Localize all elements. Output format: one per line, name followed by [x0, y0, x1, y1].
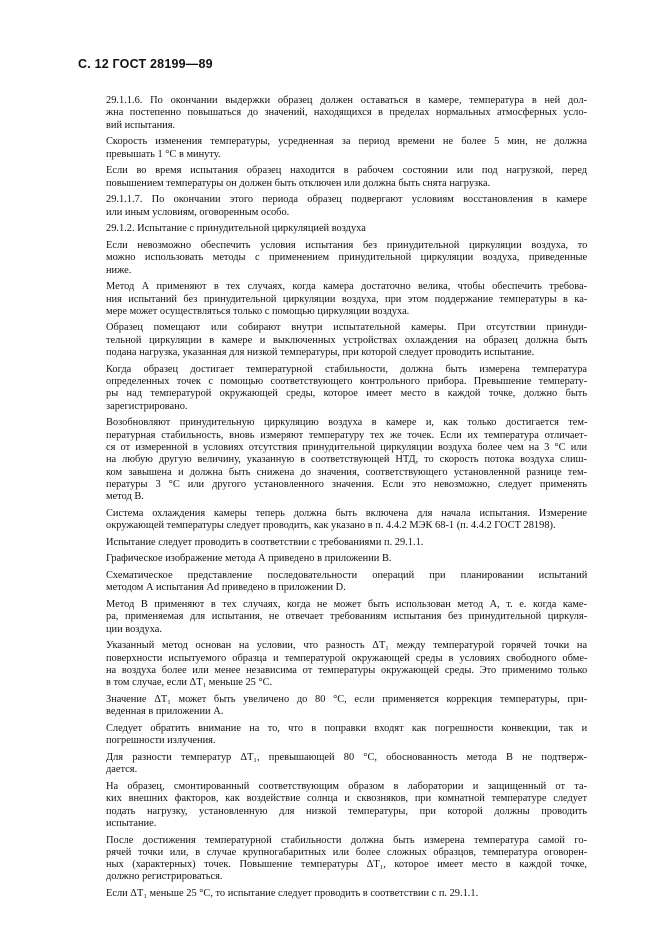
paragraph-line: Схематическое представление последовательности операций при планировании испытаний [106, 570, 588, 582]
paragraph [78, 537, 587, 549]
paragraph-line: мере может осуществляться только с помощью циркуляции воздуха. [106, 305, 410, 317]
paragraph-line: Следует обратить внимание на то, что в поправки входят как погрешности конвекции, так и [106, 723, 588, 734]
paragraph-line: ра, применяемая для испытания, не отвечает требованиям испытания без принудительной циркуля- [106, 611, 588, 623]
paragraph-line: 29.1.1.7. По окончании этого периода образец подвергают условиям восстановления в камере [106, 194, 587, 206]
paragraph [78, 553, 587, 565]
paragraph-line: пературная стабильность, вновь измеряют температуру тех же точек. Если их температура отличает- [106, 429, 588, 441]
paragraph-line: ции воздуха. [106, 623, 162, 635]
paragraph-line: жна постепенно повышаться до значений, находящихся в пределах нормальных атмосферных усло- [106, 107, 587, 119]
paragraph-line: окружающей температуры следует проводить, как указано в п. 4.4.2 МЭК 68-1 (п. 4.4.2 ГОСТ 28198). [106, 520, 556, 532]
paragraph-line: Указанный метод основан на условии, что разность ΔT₁ между температурой горячей точки на [106, 640, 588, 652]
paragraph-line: подана нагрузка, указанная для низкой температуры, при которой следует проводить испытание. [106, 347, 535, 359]
paragraph-line: можно использовать методы с применением принудительной циркуляции воздуха, приведенные [106, 252, 588, 264]
paragraph-line: Значение ΔT₁ может быть увеличено до 80 °С, если применяется коррекция температуры, при- [106, 694, 588, 706]
paragraph [78, 281, 587, 318]
paragraph-line: определенных точек с помощью соответствующего контрольного прибора. Превышение температу- [106, 376, 588, 388]
paragraph-line: Возобновляют принудительную циркуляцию воздуха в камере и, как только достигается тем- [106, 417, 588, 429]
paragraph-line: поверхности испытуемого образца и температурой окружающей среды в условиях свободного обме- [106, 652, 588, 664]
paragraph-line: Образец помещают или собирают внутри испытательной камеры. При отсутствии принуди- [106, 322, 587, 334]
paragraph-line: метод В. [106, 491, 144, 503]
paragraph-line: 29.1.2. Испытание с принудительной циркуляцией воздуха [106, 223, 366, 235]
paragraph-line: вий испытания. [106, 119, 176, 131]
paragraph-line: Если невозможно обеспечить условия испытания без принудительной циркуляции воздуха, то [106, 239, 588, 251]
paragraph [78, 781, 587, 830]
paragraph [78, 322, 587, 359]
paragraph-line: ния испытаний без принудительной циркуляции воздуха, при этом поддержание температуры в ка- [106, 293, 588, 305]
paragraph-line: Система охлаждения камеры теперь должна быть включена для начала испытания. Измерение [106, 507, 587, 519]
paragraph-line: повышением температуры он должен быть отключен или должна быть снята нагрузка. [106, 177, 491, 189]
paragraph-line: ных (характерных) точек. Повышение температуры ΔT₁, которое имеет место в каждой точке, [106, 859, 587, 871]
paragraph-line: должно регистрироваться. [106, 871, 223, 883]
paragraph [78, 417, 587, 503]
paragraph-line: На образец, смонтированный соответствующим образом в лаборатории и защищенный от та- [106, 780, 588, 792]
paragraph-line: Когда образец достигает температурной стабильности, должна быть измерена температура [106, 363, 587, 375]
paragraph-line: зарегистрировано. [106, 400, 188, 412]
paragraph-line: ся от измеренной в условиях отсутствия принудительной циркуляции воздуха более чем на 3 °С или [106, 441, 588, 453]
paragraph [78, 508, 587, 533]
paragraph-line: превышать 1 °С в минуту. [106, 148, 221, 160]
paragraph [78, 136, 587, 161]
paragraph [78, 723, 587, 748]
paragraph [78, 752, 587, 777]
paragraph [78, 165, 587, 190]
paragraph-line: методом А испытания Ad приведено в приложении D. [106, 582, 346, 594]
paragraph-line: ры над температурой окружающей среды, которое имеет место в каждой точке, должно быть [106, 388, 588, 400]
paragraph [78, 364, 587, 413]
paragraph-line: Испытание следует проводить в соответствии с требованиями п. 29.1.1. [106, 536, 424, 548]
paragraph-line: Графическое изображение метода А приведено в приложении В. [106, 553, 392, 565]
paragraph-line: испытание. [106, 817, 157, 829]
paragraph [78, 835, 587, 884]
paragraph-line: тельной циркуляции в камере и выключенных устройствах охлаждения на образец должна быть [106, 334, 588, 346]
paragraph-line: пературы 3 °С или другого установленного значения. Если это невозможно, следует применять [106, 478, 587, 490]
document-body [78, 95, 587, 905]
paragraph-line: ком завышена и должна быть снижена до значения, соответствующего установленной разнице тем- [106, 466, 587, 478]
paragraph [78, 223, 587, 235]
paragraph-line: дается. [106, 764, 138, 776]
paragraph-line: на любую другую величину, указанную в соответствующей НТД, то скорость потока воздуха слиш- [106, 454, 587, 466]
paragraph [78, 599, 587, 636]
paragraph-line: ниже. [106, 264, 132, 276]
paragraph-line: на воздуха более или менее независима от температуры окружающей среды. Это применимо только [106, 665, 588, 677]
paragraph-line: рячей точки или, в случае крупногабаритных или более сложных образцов, температура оговорен- [106, 846, 588, 858]
paragraph-line: в том случае, если ΔT₁ меньше 25 °С. [106, 677, 273, 689]
paragraph-line: 29.1.1.6. По окончании выдержки образец должен оставаться в камере, температура в ней дол- [106, 95, 587, 106]
paragraph-line: подать нагрузку, установленную для низкой температуры, при которой должны проводить [106, 805, 587, 817]
paragraph [78, 694, 587, 719]
page-header: С. 12 ГОСТ 28199—89 [78, 57, 213, 71]
paragraph-line: Скорость изменения температуры, усредненная за период времени не более 5 мин, не должна [106, 136, 587, 148]
paragraph-line: Если ΔT₁ меньше 25 °С, то испытание следует проводить в соответствии с п. 29.1.1. [106, 888, 479, 900]
paragraph-line: Если во время испытания образец находится в рабочем состоянии или под нагрузкой, перед [106, 165, 587, 177]
paragraph [78, 194, 587, 219]
paragraph-line: После достижения температурной стабильности должна быть измерена температура самой го- [106, 834, 587, 846]
paragraph [78, 240, 587, 277]
paragraph [78, 888, 587, 900]
paragraph-line: Метод А применяют в тех случаях, когда камера достаточно велика, чтобы обеспечить требова- [106, 281, 588, 293]
paragraph [78, 570, 587, 595]
paragraph-line: Для разности температур ΔT₁, превышающей 80 °С, обоснованность метода В не подтверж- [106, 751, 587, 763]
paragraph-line: Метод В применяют в тех случаях, когда не может быть использован метод А, т. е. когда каме- [106, 599, 587, 611]
paragraph-line: веденная в приложении А. [106, 706, 224, 718]
paragraph [78, 95, 587, 132]
paragraph [78, 640, 587, 689]
paragraph-line: или иным условиям, оговоренным особо. [106, 206, 290, 218]
paragraph-line: ких внешних факторов, как воздействие солнца и сквозняков, при комнатной температуре следует [106, 793, 587, 805]
paragraph-line: погрешности излучения. [106, 735, 216, 747]
